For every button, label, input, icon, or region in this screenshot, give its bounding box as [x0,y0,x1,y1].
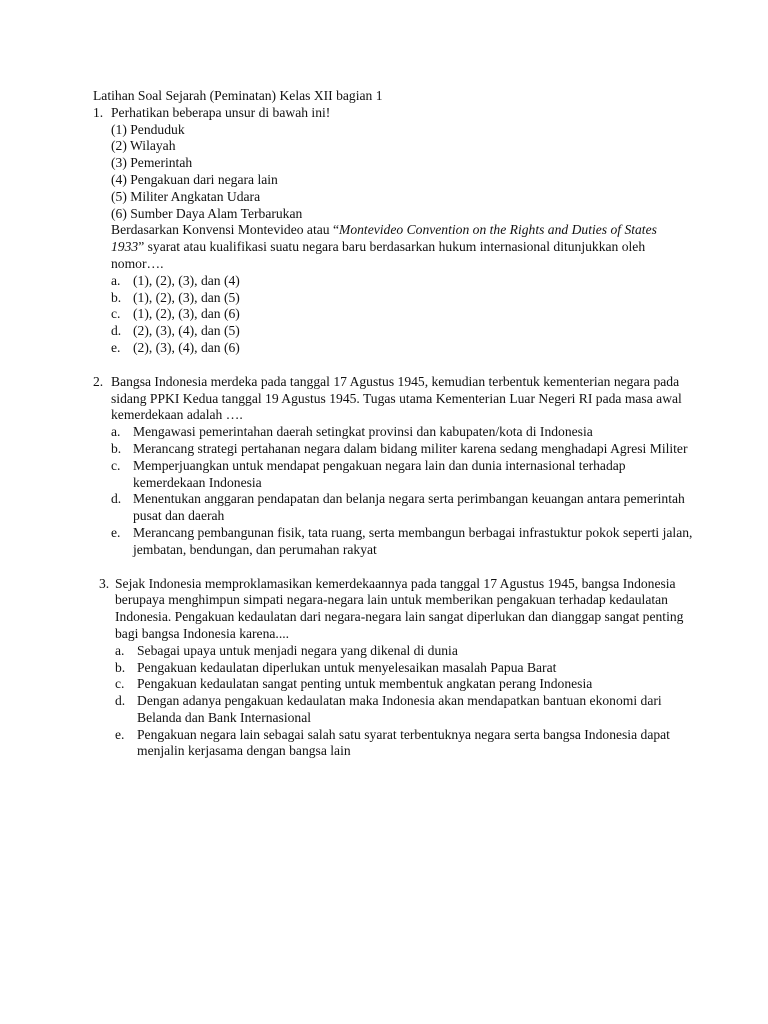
option-d [115,693,693,727]
list-item: (1) Penduduk [111,121,185,137]
option-c [111,306,693,323]
document-body [93,88,693,760]
option-e [115,727,693,761]
option-letter: c. [111,457,121,473]
option-letter: e. [111,339,121,355]
option-letter: b. [111,289,122,305]
option-text: (2), (3), (4), dan (5) [133,323,240,339]
option-c [111,458,693,492]
answer-options [115,643,693,761]
stem-text: ” syarat atau kualifikasi suatu negara baru berdasarkan hukum internasional ditunjukkan oleh nomor…. [111,239,646,271]
option-letter: d. [111,491,122,507]
question-3 [99,576,693,761]
document-title: Latihan Soal Sejarah (Peminatan) Kelas XII bagian 1 [93,88,383,103]
option-b [111,441,693,458]
list-item: (4) Pengakuan dari negara lain [111,171,278,187]
convention-title: Montevideo Convention on the Rights and Duties of States 1933 [111,222,657,255]
option-e [111,525,693,559]
option-e [111,340,693,357]
question-number: 1. [93,104,104,120]
option-text: Merancang pembangunan fisik, tata ruang, serta membangun berbagai infrastuktur pokok seperti jalan, jembatan, bendungan, dan perumahan rakyat [133,524,693,557]
option-text: (1), (2), (3), dan (4) [133,272,240,288]
list-item: (3) Pemerintah [111,155,193,171]
option-text: Sebagai upaya untuk menjadi negara yang dikenal di dunia [137,642,458,658]
question-stem: Bangsa Indonesia merdeka pada tanggal 17 Agustus 1945, kemudian terbentuk kementerian negara pada sidang PPKI Kedua tanggal 19 Agustus 1945. Tugas utama Kementerian Luar Negeri RI pada masa awal kemerdekaan adalah …. [111,373,682,423]
option-letter: d. [115,693,126,709]
list-item: (6) Sumber Daya Alam Terbarukan [111,205,303,221]
option-letter: b. [111,440,122,456]
option-c [115,676,693,693]
question-number: 2. [93,373,104,389]
answer-options [111,273,693,357]
option-a [115,643,693,660]
option-b [115,660,693,677]
question-number: 3. [99,575,110,591]
option-text: Merancang strategi pertahanan negara dalam bidang militer karena sedang menghadapi Agresi Militer [133,440,688,456]
option-text: Pengakuan negara lain sebagai salah satu syarat terbentuknya negara serta bangsa Indonesia dapat menjalin kerjasama dengan bangsa lain [137,726,670,759]
option-letter: a. [111,424,121,440]
option-letter: c. [111,306,121,322]
option-text: Pengakuan kedaulatan sangat penting untuk membentuk angkatan perang Indonesia [137,676,593,692]
question-stem: Sejak Indonesia memproklamasikan kemerdekaannya pada tanggal 17 Agustus 1945, bangsa Indonesia berupaya menghimpun simpati negara-negara lain untuk memberikan pengakuan terhadap kedaulatan Indonesia. Pengakuan kedaulatan dari negara-negara lain sangat diperlukan dan dianggap sangat penting bagi bangsa Indonesia karena.... [115,575,684,641]
answer-options [111,424,693,558]
element-list [111,122,693,223]
option-text: (2), (3), (4), dan (6) [133,339,240,355]
list-item: (2) Wilayah [111,138,176,154]
option-text: Memperjuangkan untuk mendapat pengakuan negara lain dan dunia internasional terhadap kemerdekaan Indonesia [133,457,626,490]
option-letter: e. [111,524,121,540]
spacer [93,559,693,576]
option-letter: d. [111,323,122,339]
option-text: (1), (2), (3), dan (6) [133,306,240,322]
option-a [111,273,693,290]
option-letter: c. [115,676,125,692]
option-d [111,323,693,340]
option-text: (1), (2), (3), dan (5) [133,289,240,305]
option-a [111,424,693,441]
question-stem [111,222,693,272]
question-2 [93,374,693,559]
option-letter: a. [111,272,121,288]
list-item: (5) Militer Angkatan Udara [111,188,261,204]
question-intro: Perhatikan beberapa unsur di bawah ini! [111,104,331,120]
option-text: Mengawasi pemerintahan daerah setingkat provinsi dan kabupaten/kota di Indonesia [133,424,593,440]
option-letter: b. [115,659,126,675]
stem-text: Berdasarkan Konvensi Montevideo atau “ [111,222,340,238]
option-letter: e. [115,726,125,742]
option-text: Menentukan anggaran pendapatan dan belanja negara serta perimbangan keuangan antara pemerintah pusat dan daerah [133,491,685,524]
spacer [93,357,693,374]
option-text: Dengan adanya pengakuan kedaulatan maka Indonesia akan mendapatkan bantuan ekonomi dari Belanda dan Bank Internasional [137,693,662,725]
option-text: Pengakuan kedaulatan diperlukan untuk menyelesaikan masalah Papua Barat [137,659,557,675]
option-letter: a. [115,642,125,658]
question-1 [93,105,693,357]
option-b [111,290,693,307]
option-d [111,491,693,525]
